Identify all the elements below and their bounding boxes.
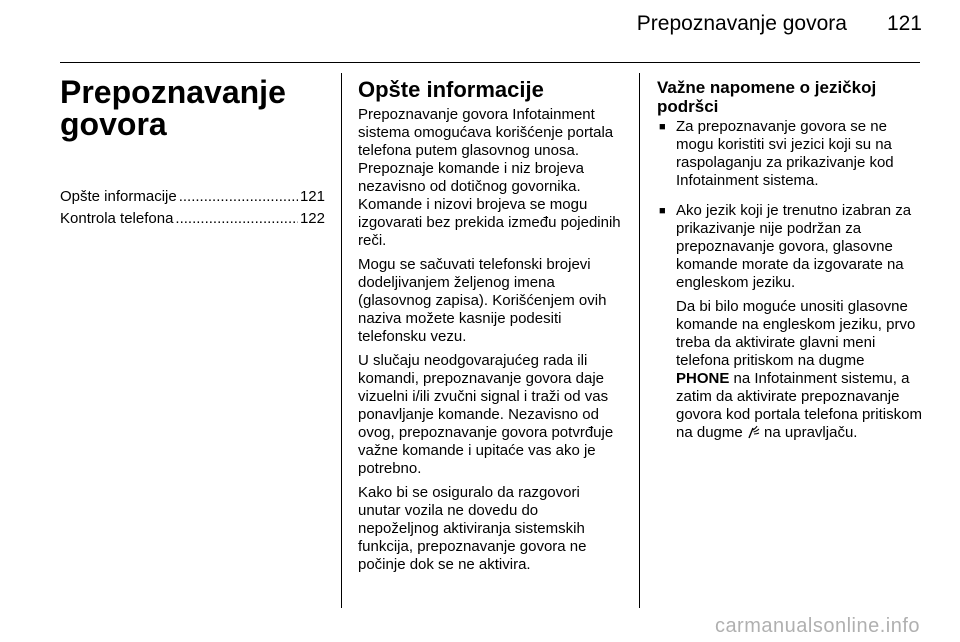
- table-of-contents: [60, 188, 325, 232]
- toc-label: Kontrola telefona: [60, 210, 174, 227]
- bullet-item: [657, 202, 922, 451]
- chapter-title: [60, 76, 325, 140]
- chapter-title-line1: Prepoznavanje: [60, 74, 286, 110]
- paragraph: Kako bi se osiguralo da razgovori unutar vozila ne dovedu do nepoželjnog aktiviranja sistemskih funkcija, prepoznavanje govora ne počinje dok se ne aktivira.: [358, 484, 587, 573]
- toc-label: Opšte informacije: [60, 188, 177, 205]
- bullet-continuation: [676, 298, 922, 445]
- paragraph: U slučaju neodgovarajućeg rada ili komandi, prepoznavanje govora daje vizuelni i/ili zvučni signal i traži od vas ponavljanje komande. Nezavisno od ovog, prepoznavanje govora potvrđuje važne komande i upitaće vas ako je potrebno.: [358, 352, 614, 477]
- toc-page: 122: [299, 210, 325, 227]
- watermark: carmanualsonline.info: [714, 615, 920, 637]
- running-header: [637, 12, 922, 36]
- phone-button-label: PHONE: [676, 370, 730, 387]
- toc-entry-phone[interactable]: [60, 210, 325, 232]
- column-language-notes: [657, 70, 922, 457]
- column-divider-2: [639, 73, 640, 608]
- header-rule: [60, 62, 920, 63]
- paragraph: Prepoznavanje govora Infotainment sistema omogućava korišćenje portala telefona putem glasovnog unosa. Prepoznaje komande i niz brojeva nezavisno od dotičnog govornika. Komande i nizovi brojeva se mogu izgovarati bez prekida između pojedinih reči.: [358, 106, 621, 249]
- bullet-marker: ■: [659, 121, 666, 133]
- voice-control-icon: [747, 425, 760, 445]
- toc-leader: [179, 188, 298, 205]
- bullet-text: Ako jezik koji je trenutno izabran za prikazivanje nije podržan za prepoznavanje govora, glasovne komande morate da izgovarate na engleskom jeziku.: [676, 202, 912, 291]
- toc-leader: [175, 210, 298, 227]
- bullet-text: Za prepoznavanje govora se ne mogu koristiti svi jezici koji su na raspolaganju za prikazivanje kod Infotainment sistema.: [676, 118, 894, 189]
- toc-page: 121: [299, 188, 325, 205]
- subsection-heading: Važne napomene o jezičkoj podršci: [657, 78, 877, 116]
- paragraph: Mogu se sačuvati telefonski brojevi dodeljivanjem željenog imena (glasovnog zapisa). Korišćenjem ovih naziva možete kasnije podesiti telefonsku vezu.: [358, 256, 607, 345]
- bullet-marker: ■: [659, 205, 666, 217]
- toc-entry-general[interactable]: [60, 188, 325, 210]
- column-general-info: [358, 70, 623, 580]
- bullet-text-part: na upravljaču.: [759, 424, 858, 441]
- column-chapter: [60, 70, 325, 232]
- column-divider-1: [341, 73, 342, 608]
- running-title: Prepoznavanje govora: [636, 12, 847, 35]
- bullet-text-part: Da bi bilo moguće unositi glasovne komande na engleskom jeziku, prvo treba da aktivirate glavni meni telefona pritiskom na dugme: [676, 298, 916, 369]
- section-heading: Opšte informacije: [358, 77, 544, 102]
- page-number: 121: [886, 12, 922, 35]
- chapter-title-line2: govora: [60, 106, 167, 142]
- bullet-text-part: na Infotainment sistemu, a zatim da aktivirate prepoznavanje govora kod portala telefona pritiskom na dugme: [676, 370, 922, 441]
- bullet-item: [657, 118, 922, 196]
